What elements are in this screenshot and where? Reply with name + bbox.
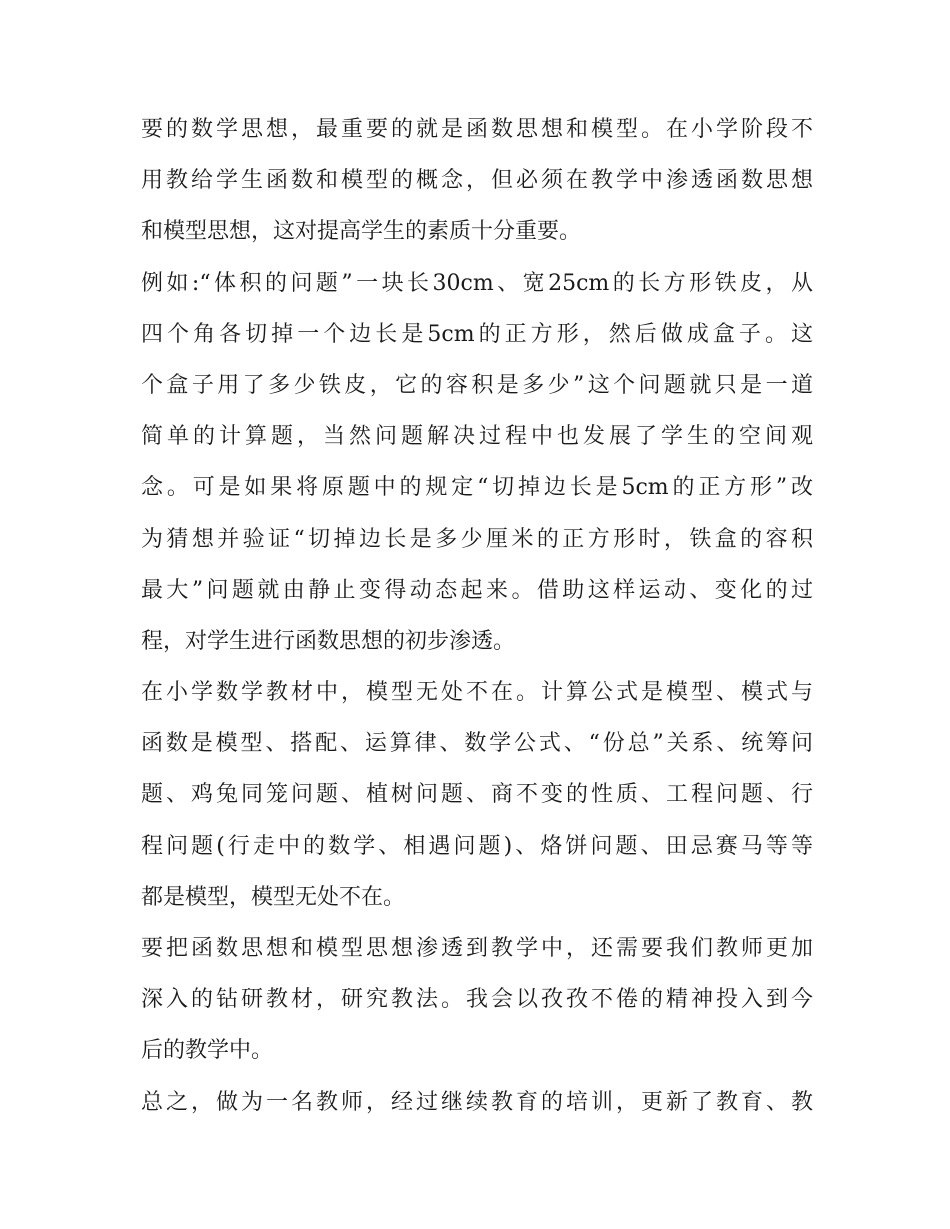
- text-line: 四个角各切掉一个边长是5cm的正方形，然后做成盒子。这: [141, 321, 813, 347]
- text-line: 为猜想并验证“切掉边长是多少厘米的正方形时，铁盒的容积: [141, 526, 813, 552]
- body-text: [141, 104, 813, 1128]
- text-line: 后的教学中。: [141, 1038, 274, 1064]
- text-line: 程，对学生进行函数思想的初步渗透。: [141, 628, 516, 654]
- text-line: 要的数学思想，最重要的就是函数思想和模型。在小学阶段不: [141, 117, 813, 142]
- text-line: 和模型思想，这对提高学生的素质十分重要。: [141, 219, 582, 245]
- text-line: 个盒子用了多少铁皮，它的容积是多少”这个问题就只是一道: [141, 372, 813, 398]
- text-line: 程问题(行走中的数学、相遇问题)、烙饼问题、田忌赛马等等: [141, 833, 813, 859]
- text-line: 最大”问题就由静止变得动态起来。借助这样运动、变化的过: [141, 577, 813, 603]
- text-line: 念。可是如果将原题中的规定“切掉边长是5cm的正方形”改: [141, 475, 813, 501]
- text-line: 用教给学生函数和模型的概念，但必须在教学中渗透函数思想: [141, 168, 813, 194]
- text-line: 函数是模型、搭配、运算律、数学公式、“份总”关系、统筹问: [141, 731, 813, 757]
- text-line: 总之，做为一名教师，经过继续教育的培训，更新了教育、教: [141, 1089, 813, 1115]
- text-line: 深入的钻研教材，研究教法。我会以孜孜不倦的精神投入到今: [141, 987, 813, 1013]
- text-line: 要把函数思想和模型思想渗透到教学中，还需要我们教师更加: [141, 936, 813, 961]
- text-line: 都是模型，模型无处不在。: [141, 884, 406, 910]
- text-line: 简单的计算题，当然问题解决过程中也发展了学生的空间观: [141, 424, 813, 450]
- text-line: 题、鸡兔同笼问题、植树问题、商不变的性质、工程问题、行: [141, 782, 813, 808]
- text-line: 在小学数学教材中，模型无处不在。计算公式是模型、模式与: [141, 680, 813, 706]
- text-line: 例如:“体积的问题”一块长30cm、宽25cm的长方形铁皮，从: [141, 270, 813, 296]
